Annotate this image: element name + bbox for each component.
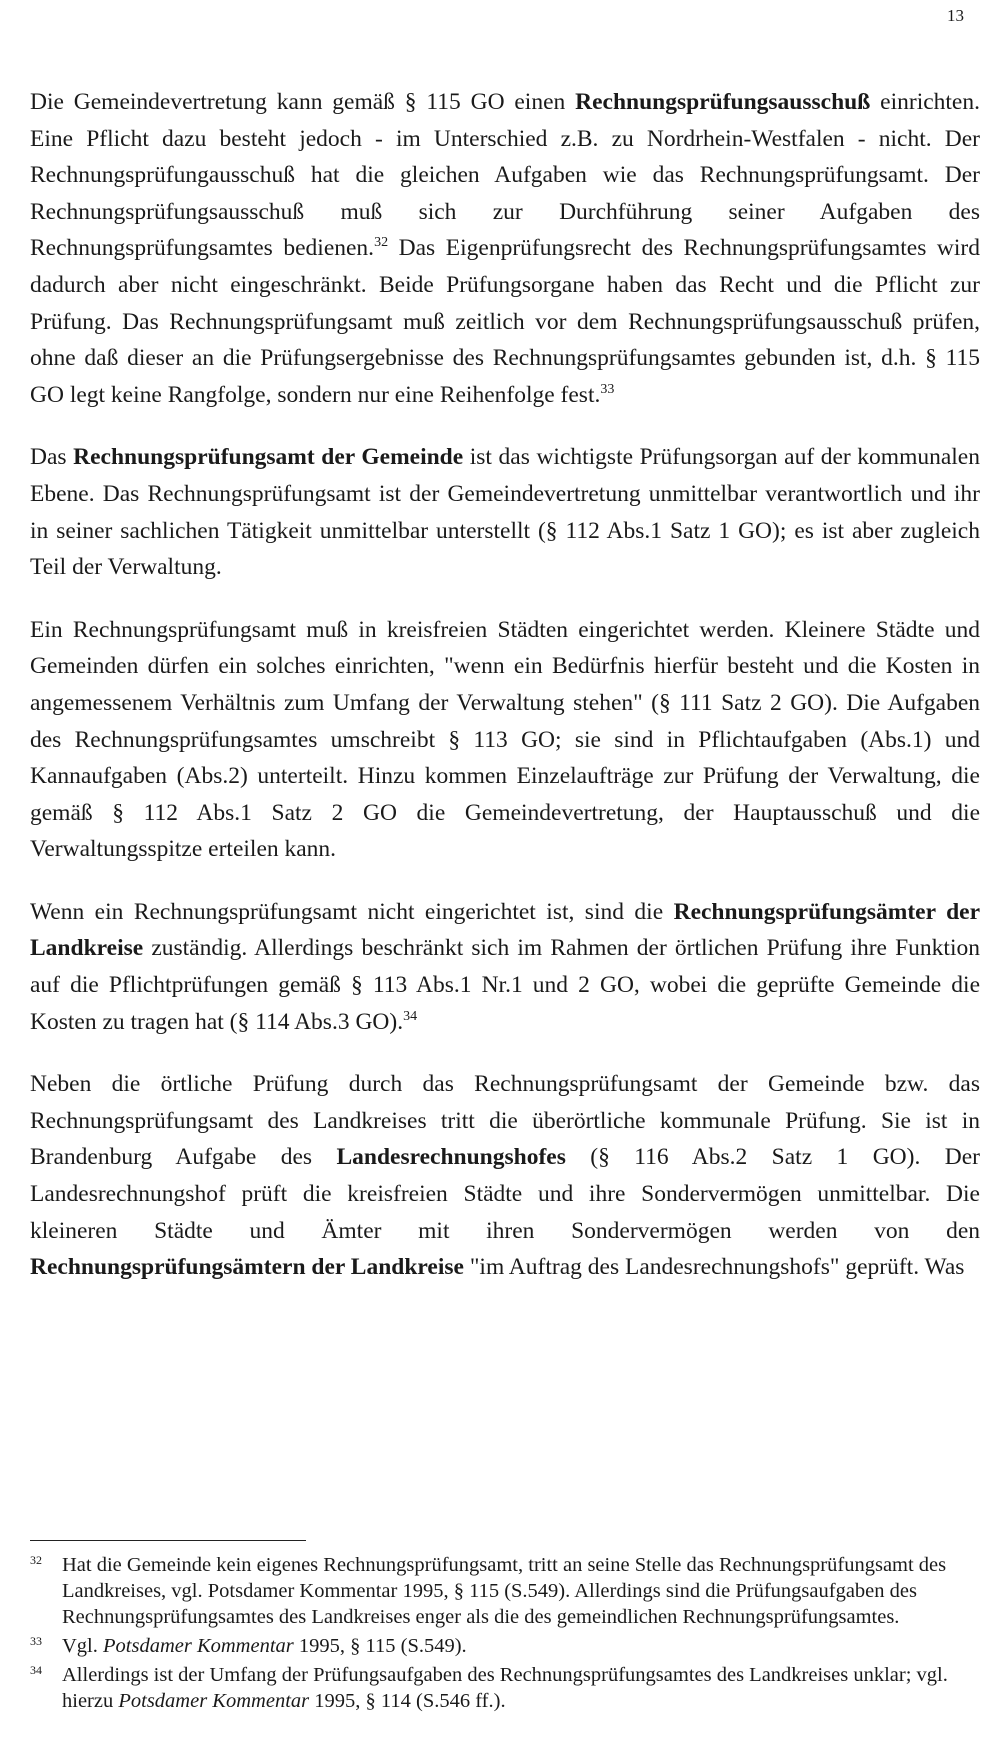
footnote [30, 1662, 980, 1714]
footnote-number: 34 [30, 1663, 42, 1677]
footnote-text [62, 1552, 980, 1630]
bold-term: Rechnungsprüfungsausschuß [575, 89, 871, 115]
text-run: Neben die örtliche Prüfung durch das Rechnungsprüfungsamt der Gemeinde bzw. das Rechnungsprüfungsamt des Landkreises tritt die überörtliche kommunale Prüfung. Sie ist in Brandenburg Aufgabe des [30, 1071, 980, 1171]
bold-term: Landesrechnungshofes [336, 1144, 566, 1171]
bold-term: Rechnungsprüfungsamt der Gemeinde [73, 444, 464, 471]
footnote-number: 33 [30, 1634, 42, 1648]
paragraph [30, 84, 980, 413]
paragraph [30, 1066, 980, 1286]
italic-citation: Potsdamer Kommentar [103, 1635, 294, 1657]
text-run: Das [30, 444, 74, 471]
text-run: Das Eigenprüfungsrecht des Rechnungsprüfungsamtes wird dadurch aber nicht eingeschränkt. Beide Prüfungsorgane haben das Recht und die Pflicht zur Prüfung. Das Rechnungsprüfungsamt muß zeitlich vor dem Rechnungsprüfungsausschuß prüfen, ohne daß dieser an die Prüfungsergebnisse des Rechnungsprüfungsamtes gebunden ist, d.h. § 115 GO legt keine Rangfolge, sondern nur eine Reihenfolge fest. [30, 235, 980, 408]
footnote-number: 32 [30, 1553, 42, 1567]
text-run: 1995, § 115 (S.549). [293, 1635, 467, 1657]
footnote-text [62, 1633, 980, 1659]
footnote-ref: 32 [374, 235, 389, 251]
text-run: 1995, § 114 (S.546 ff.). [309, 1690, 506, 1712]
text-run: Vgl. [62, 1635, 103, 1657]
text-run: Hat die Gemeinde kein eigenes Rechnungsprüfungsamt, tritt an seine Stelle das Rechnungsprüfungsamt des Landkreises, vgl. Potsdamer Kommentar 1995, § 115 (S.549). Allerdings sind die Prüfungsaufgaben des Rechnungsprüfungsamtes des Landkreises enger als die des gemeindlichen Rechnungsprüfungsamtes. [62, 1554, 947, 1628]
paragraph [30, 439, 980, 585]
bold-term: Rechnungsprüfungsämtern der Landkreise [30, 1254, 464, 1281]
footnotes [30, 1552, 980, 1717]
text-run: Wenn ein Rechnungsprüfungsamt nicht eingerichtet ist, sind die [30, 898, 674, 925]
text-run: ist das wichtigste Prüfungsorgan auf der kommunalen Ebene. Das Rechnungsprüfungsamt ist der Gemeindevertretung unmittelbar verantwortlich und ihr in seiner sachlichen Tätigkeit unmittelbar unterstellt (§ 112 Abs.1 Satz 1 GO); es ist aber zugleich Teil der Verwaltung. [30, 444, 980, 581]
paragraph [30, 612, 980, 868]
text-run: Die Gemeindevertretung kann gemäß § 115 GO einen [30, 89, 576, 115]
body-text [30, 84, 980, 1312]
footnote-text [62, 1662, 980, 1714]
text-run: Allerdings ist der Umfang der Prüfungsaufgaben des Rechnungsprüfungsamtes des Landkreises unklar; vgl. hierzu [62, 1664, 948, 1712]
text-run: einrichten. Eine Pflicht dazu besteht jedoch - im Unterschied z.B. zu Nordrhein-Westfalen - nicht. Der Rechnungsprüfungausschuß hat die gleichen Aufgaben wie das Rechnungsprüfungsamt. Der Rechnungsprüfungsausschuß muß sich zur Durchführung seiner Aufgaben des Rechnungsprüfungsamtes bedienen. [30, 89, 980, 262]
italic-citation: Potsdamer Kommentar [118, 1690, 310, 1712]
footnote [30, 1552, 980, 1630]
text-run: "im Auftrag des Landesrechnungshofs" geprüft. Was [463, 1254, 965, 1281]
footnote-divider [30, 1540, 306, 1541]
footnote-ref: 33 [600, 381, 615, 397]
footnote [30, 1633, 980, 1659]
footnote-ref: 34 [403, 1008, 418, 1024]
text-run: zuständig. Allerdings beschränkt sich im Rahmen der örtlichen Prüfung ihre Funktion auf die Pflichtprüfungen gemäß § 113 Abs.1 Nr.1 und 2 GO, wobei die geprüfte Gemeinde die Kosten zu tragen hat (§ 114 Abs.3 GO). [30, 935, 980, 1035]
paragraph [30, 894, 980, 1040]
text-run: Ein Rechnungsprüfungsamt muß in kreisfreien Städten eingerichtet werden. Kleinere Städte und Gemeinden dürfen ein solches einrichten, "wenn ein Bedürfnis hierfür besteht und die Kosten in angemessenem Verhältnis zum Umfang der Verwaltung stehen" (§ 111 Satz 2 GO). Die Aufgaben des Rechnungsprüfungsamtes umschreibt § 113 GO; sie sind in Pflichtaufgaben (Abs.1) und Kannaufgaben (Abs.2) unterteilt. Hinzu kommen Einzelaufträge zur Prüfung der Verwaltung, die gemäß § 112 Abs.1 Satz 2 GO die Gemeindevertretung, der Hauptausschuß und die Verwaltungsspitze erteilen kann. [30, 616, 980, 863]
text-run: (§ 116 Abs.2 Satz 1 GO). Der Landesrechnungshof prüft die kreisfreien Städte und ihre Sondervermögen unmittelbar. Die kleineren Städte und Ämter mit ihren Sondervermögen werden von den [30, 1144, 980, 1244]
bold-term: Rechnungsprüfungsämter der Landkreise [30, 898, 980, 962]
page-number: 13 [947, 6, 964, 25]
